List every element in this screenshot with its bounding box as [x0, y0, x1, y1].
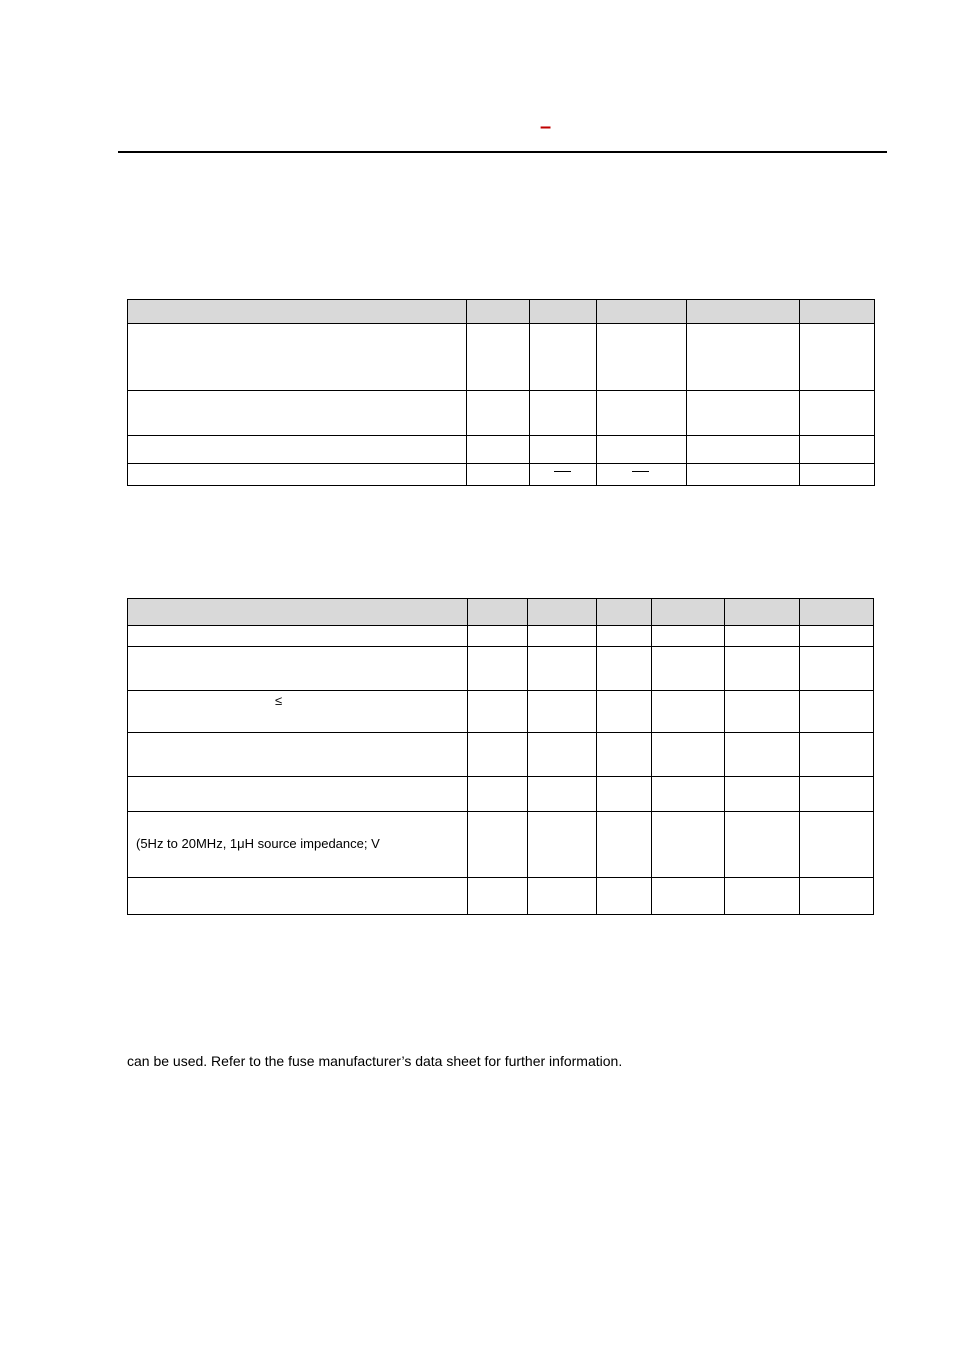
- less-equal-symbol: ≤: [275, 693, 283, 708]
- table-header-row: [128, 599, 874, 626]
- table-row: [128, 733, 874, 777]
- spec-table-1: [127, 299, 875, 708]
- header-rule: [118, 151, 887, 153]
- table-row: [128, 647, 874, 691]
- fuse-footnote: can be used. Refer to the fuse manufacturer’s data sheet for further information.: [127, 1053, 623, 1069]
- table-row: [128, 626, 874, 647]
- table-row: [128, 436, 875, 464]
- table-row: [128, 777, 874, 812]
- table-row: [128, 324, 875, 391]
- table-row: [128, 464, 875, 486]
- table-header-row: [128, 300, 875, 324]
- dash-mark: [632, 471, 649, 472]
- table-row: [128, 878, 874, 915]
- spec-table-2: [127, 598, 874, 915]
- table-row: [128, 691, 874, 733]
- header-accent-mark: –: [540, 116, 552, 138]
- dash-mark: [554, 471, 571, 472]
- table-row: [128, 812, 874, 878]
- ripple-test-note: (5Hz to 20MHz, 1μH source impedance; V: [136, 836, 380, 851]
- table-row: [128, 391, 875, 436]
